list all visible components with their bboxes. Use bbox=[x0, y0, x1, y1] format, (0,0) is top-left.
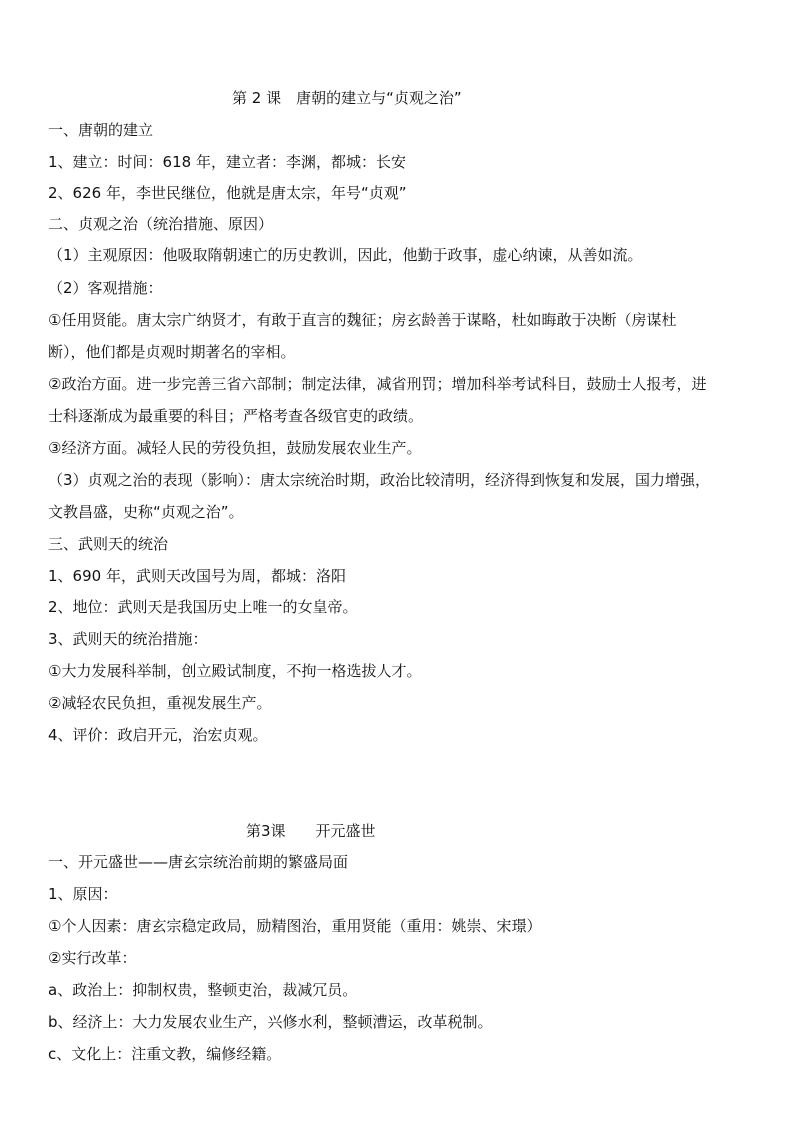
text-line: 2、地位：武则天是我国历史上唯一的女皇帝。 bbox=[48, 598, 358, 616]
section-heading: 一、开元盛世——唐玄宗统治前期的繁盛局面 bbox=[48, 853, 349, 871]
lesson-2-title: 第 2 课 唐朝的建立与“贞观之治” bbox=[232, 89, 462, 107]
text-line: ①大力发展科举制，创立殿试制度，不拘一格选拔人才。 bbox=[48, 662, 422, 680]
text-line: 1、690 年，武则天改国号为周，都城：洛阳 bbox=[48, 567, 346, 585]
section-heading: 二、贞观之治（统治措施、原因） bbox=[48, 215, 274, 233]
text-line: ①任用贤能。唐太宗广纳贤才，有敢于直言的魏征；房玄龄善于谋略，杜如晦敢于决断（房谋杜 bbox=[48, 311, 677, 329]
text-line: 3、武则天的统治措施： bbox=[48, 630, 208, 648]
text-line: 1、建立：时间：618 年，建立者：李渊，都城：长安 bbox=[48, 153, 406, 171]
text-line: a、政治上：抑制权贵，整顿吏治，裁减冗员。 bbox=[48, 981, 358, 999]
text-line: ②实行改革： bbox=[48, 949, 137, 967]
lesson-3-title: 第3课 开元盛世 bbox=[246, 822, 376, 840]
text-line: ③经济方面。减轻人民的劳役负担，鼓励发展农业生产。 bbox=[48, 439, 422, 457]
text-line: 1、原因： bbox=[48, 885, 118, 903]
text-line: b、经济上：大力发展农业生产，兴修水利，整顿漕运，改革税制。 bbox=[48, 1013, 493, 1031]
text-line: （1）主观原因：他吸取隋朝速亡的历史教训，因此，他勤于政事，虚心纳谏，从善如流。 bbox=[48, 246, 643, 264]
text-line: ②减轻农民负担，重视发展生产。 bbox=[48, 694, 272, 712]
text-line: ②政治方面。进一步完善三省六部制；制定法律，减省刑罚；增加科举考试科目，鼓励士人报考，进 bbox=[48, 375, 707, 393]
text-line: 4、评价：政启开元，治宏贞观。 bbox=[48, 726, 268, 744]
section-heading: 三、武则天的统治 bbox=[48, 535, 169, 553]
text-line: 断），他们都是贞观时期著名的宰相。 bbox=[48, 343, 296, 361]
text-line: ①个人因素：唐玄宗稳定政局，励精图治，重用贤能（重用：姚崇、宋璟） bbox=[48, 917, 542, 935]
text-line: 士科逐渐成为最重要的科目；严格考查各级官吏的政绩。 bbox=[48, 407, 424, 425]
text-line: c、文化上：注重文教，编修经籍。 bbox=[48, 1045, 282, 1063]
text-line: （3）贞观之治的表现（影响）：唐太宗统治时期，政治比较清明，经济得到恢复和发展，国力增强， bbox=[48, 471, 711, 489]
section-heading: 一、唐朝的建立 bbox=[48, 121, 154, 139]
text-line: 2、626 年，李世民继位，他就是唐太宗，年号“贞观” bbox=[48, 184, 407, 202]
text-line: （2）客观措施： bbox=[48, 279, 163, 297]
text-line: 文教昌盛，史称“贞观之治”。 bbox=[48, 503, 244, 521]
